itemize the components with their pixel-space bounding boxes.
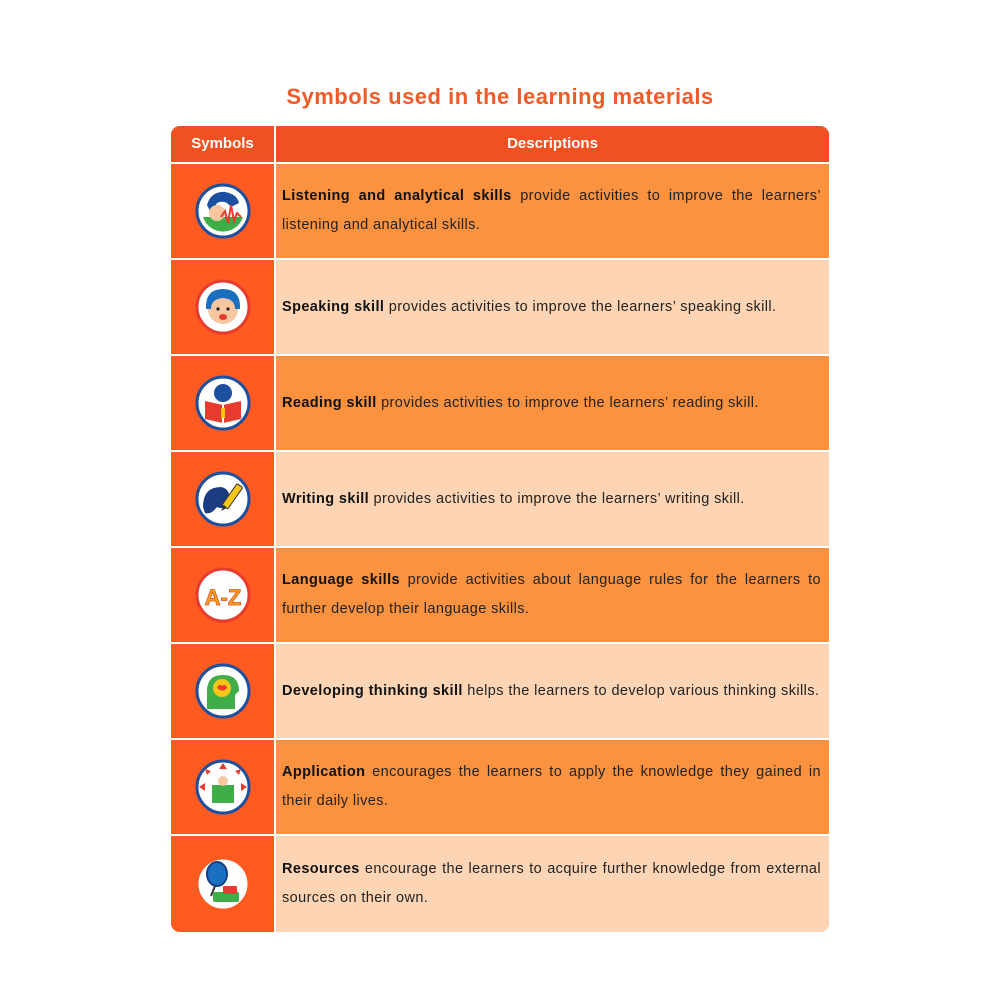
description-title: Writing skill xyxy=(282,490,370,507)
column-divider xyxy=(274,126,276,932)
description-cell xyxy=(276,836,829,932)
description-text: encourage the learners to acquire further knowledge from external sources on their own. xyxy=(282,861,821,906)
symbol-cell xyxy=(171,548,274,642)
description-cell xyxy=(276,452,829,546)
description-title: Listening and analytical skills xyxy=(282,188,512,204)
description-title: Speaking skill xyxy=(282,298,385,315)
symbols-table xyxy=(171,126,829,932)
table-row xyxy=(171,260,829,354)
description-cell xyxy=(276,740,829,834)
description-cell xyxy=(276,356,829,450)
resources-icon xyxy=(195,856,251,912)
description-text: helps the learners to develop various thinking skills. xyxy=(462,682,820,699)
symbol-cell xyxy=(171,164,274,258)
table-row xyxy=(171,740,829,834)
header-symbols: Symbols xyxy=(171,126,274,162)
row-divider xyxy=(171,738,829,740)
language-icon-text: A-Z xyxy=(204,585,242,610)
description-title: Language skills xyxy=(282,572,400,588)
thinking-icon xyxy=(195,663,251,719)
language-icon xyxy=(195,567,251,623)
description-text: provides activities to improve the learners’ reading skill. xyxy=(376,394,759,411)
symbol-cell xyxy=(171,644,274,738)
description-text: provides activities to improve the learners’ writing skill. xyxy=(369,490,745,507)
description-title: Developing thinking skill xyxy=(282,682,463,699)
table-row xyxy=(171,356,829,450)
speaking-icon xyxy=(195,279,251,335)
table-row xyxy=(171,548,829,642)
symbol-cell xyxy=(171,836,274,932)
row-divider xyxy=(171,834,829,836)
description-title: Resources xyxy=(282,861,360,877)
row-divider xyxy=(171,642,829,644)
description-text: provides activities to improve the learners’ speaking skill. xyxy=(384,298,777,315)
symbol-cell xyxy=(171,260,274,354)
table-row xyxy=(171,836,829,932)
table-row xyxy=(171,164,829,258)
symbol-cell xyxy=(171,356,274,450)
row-divider xyxy=(171,258,829,260)
row-divider xyxy=(171,162,829,164)
listening-icon xyxy=(195,183,251,239)
row-divider xyxy=(171,354,829,356)
description-text: provide activities about language rules for the learners to further develop their language skills. xyxy=(282,572,821,617)
description-cell xyxy=(276,260,829,354)
header-descriptions: Descriptions xyxy=(276,126,829,162)
table-row xyxy=(171,644,829,738)
application-icon xyxy=(195,759,251,815)
row-divider xyxy=(171,546,829,548)
description-text: encourages the learners to apply the knowledge they gained in their daily lives. xyxy=(282,764,821,809)
description-title: Reading skill xyxy=(282,394,377,411)
writing-icon xyxy=(195,471,251,527)
symbol-cell xyxy=(171,452,274,546)
row-divider xyxy=(171,450,829,452)
description-title: Application xyxy=(282,764,366,780)
description-cell xyxy=(276,644,829,738)
table-row xyxy=(171,452,829,546)
description-cell xyxy=(276,164,829,258)
description-cell xyxy=(276,548,829,642)
reading-icon xyxy=(195,375,251,431)
table-header xyxy=(171,126,829,162)
description-text: provide activities to improve the learners’ listening and analytical skills. xyxy=(282,188,822,233)
page-title: Symbols used in the learning materials xyxy=(286,84,714,109)
symbol-cell xyxy=(171,740,274,834)
